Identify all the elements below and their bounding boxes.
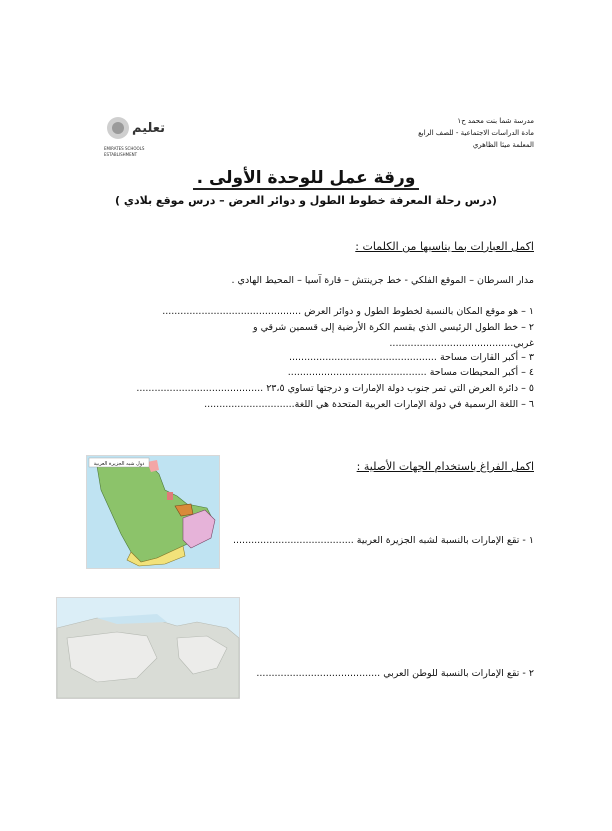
fill-item-5: ٥ – دائرة العرض التي تمر جنوب دولة الإمارات و درجتها تساوي ٢٣،٥ ..........................................	[136, 383, 534, 394]
arab-world-map	[56, 597, 240, 699]
section1-heading: اكمل العبارات بما يناسبها من الكلمات :	[355, 240, 534, 253]
arabian-peninsula-map	[86, 455, 220, 569]
school-logo	[102, 112, 166, 160]
logo-caption-2: ESTABLISHMENT	[104, 152, 138, 157]
teacher-name: المعلمة ميثا الظاهري	[472, 141, 534, 149]
direction-question-2: ٢ - تقع الإمارات بالنسبة للوطن العربي .........................................	[256, 668, 534, 679]
school-name: مدرسة شما بنت محمد ح١	[457, 117, 534, 125]
direction-question-1: ١ - تقع الإمارات بالنسبة لشبه الجزيرة العربية ........................................	[232, 535, 534, 546]
worksheet-title	[0, 168, 612, 188]
fill-item-4: ٤ – أكبر المحيطات مساحة ..............................................	[287, 367, 534, 378]
fill-item-1: ١ – هو موقع المكان بالنسبة لخطوط الطول و دوائر العرض ..............................................	[162, 306, 534, 317]
worksheet-title-text: ورقة عمل للوحدة الأولى .	[193, 168, 420, 190]
fill-item-3: ٣ – أكبر القارات مساحة .................................................	[288, 352, 534, 363]
logo-caption-1: EMIRATES SCHOOLS	[104, 146, 145, 151]
word-bank: مدار السرطان – الموقع الفلكي - خط جرينتش – قارة آسيا – المحيط الهادي .	[231, 275, 534, 286]
fill-item-2: ٢ – خط الطول الرئيسي الذي يقسم الكرة الأرضية إلى قسمين شرقي و	[253, 322, 534, 333]
fill-item-6: ٦ – اللغة الرسمية في دولة الإمارات العربية المتحدة هي اللغة..............................	[204, 399, 534, 410]
subject-line: مادة الدراسات الاجتماعية - للصف الرابع	[418, 129, 534, 137]
logo-text: تعليم	[132, 121, 166, 136]
map1-title: دول شبه الجزيرة العربية	[93, 461, 145, 467]
worksheet-subtitle: (درس رحلة المعرفة خطوط الطول و دوائر العرض – درس موقع بلادي )	[115, 194, 497, 207]
fill-item-2-cont: غربي.........................................	[389, 338, 534, 349]
section2-heading: اكمل الفراغ باستخدام الجهات الأصلية :	[356, 460, 534, 473]
